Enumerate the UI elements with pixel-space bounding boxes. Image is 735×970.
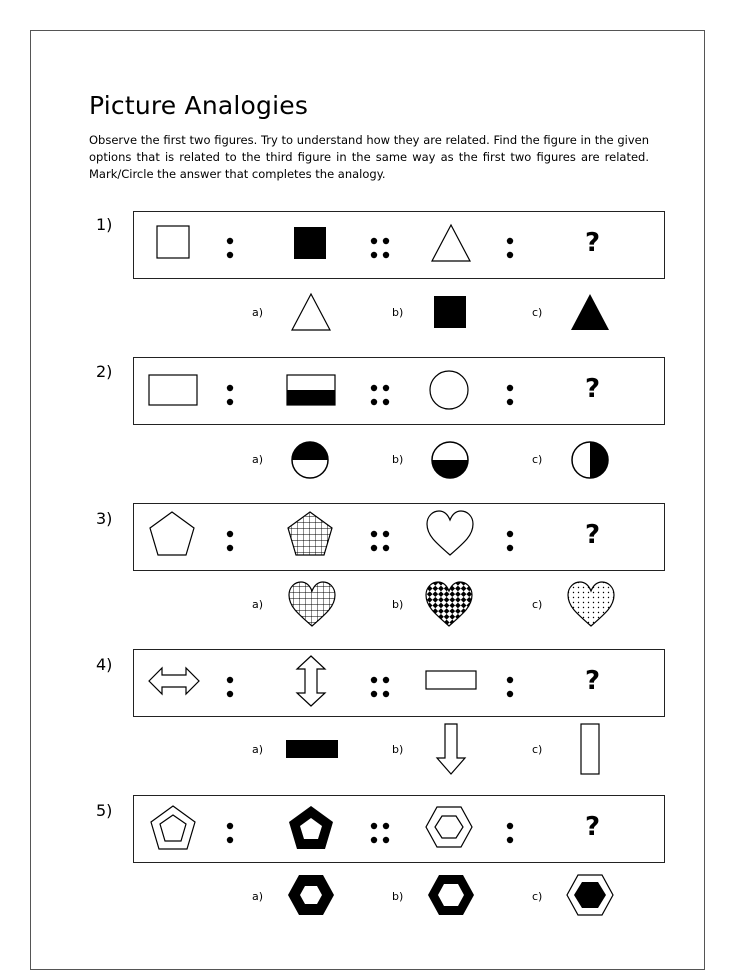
ratio-colon-icon: [505, 675, 515, 699]
option-c-label: c): [532, 598, 543, 611]
vertical-double-arrow-icon: [294, 654, 328, 708]
question-2-number: 2): [96, 362, 113, 381]
option-c-label: c): [532, 743, 543, 756]
question-mark: ?: [585, 374, 601, 404]
option-3c-dotted-heart-icon[interactable]: [566, 580, 616, 628]
option-a-label: a): [252, 306, 264, 319]
option-4a-black-horizontal-rectangle-icon[interactable]: [285, 738, 339, 760]
ratio-colon-icon: [225, 236, 235, 260]
question-3-number: 3): [96, 509, 113, 528]
option-3a-grid-heart-icon[interactable]: [287, 580, 337, 628]
option-b-label: b): [392, 598, 404, 611]
option-2c-right-half-filled-circle-icon[interactable]: [570, 440, 610, 480]
question-mark: ?: [585, 812, 601, 842]
proportion-double-colon-icon: [369, 236, 391, 260]
horizontal-double-arrow-icon: [147, 665, 201, 697]
option-5a-thick-hexagon-icon[interactable]: [286, 872, 336, 918]
page-title: Picture Analogies: [89, 91, 309, 120]
horizontal-rectangle-icon: [424, 669, 478, 691]
ratio-colon-icon: [225, 821, 235, 845]
proportion-double-colon-icon: [369, 675, 391, 699]
option-5c-filled-inner-hexagon-icon[interactable]: [565, 872, 615, 918]
option-4c-vertical-rectangle-icon[interactable]: [579, 722, 601, 776]
instructions-text: Observe the first two figures. Try to understand how they are related. Find the figure in the given options that is related to the third figure in the same way as the first two figures are related. Mark/Circle the answer that completes the analogy.: [89, 133, 649, 181]
ratio-colon-icon: [225, 383, 235, 407]
white-rectangle-icon: [147, 373, 199, 407]
question-mark: ?: [585, 228, 601, 258]
white-square-icon: [155, 224, 191, 260]
option-3b-checkered-heart-icon[interactable]: [424, 580, 474, 628]
ratio-colon-icon: [505, 236, 515, 260]
half-filled-rectangle-icon: [285, 373, 337, 407]
option-c-label: c): [532, 890, 543, 903]
proportion-double-colon-icon: [369, 529, 391, 553]
ratio-colon-icon: [225, 675, 235, 699]
heart-icon: [425, 509, 475, 557]
double-pentagon-icon: [147, 803, 199, 853]
option-a-label: a): [252, 598, 264, 611]
question-mark: ?: [585, 666, 601, 696]
option-b-label: b): [392, 743, 404, 756]
option-b-label: b): [392, 306, 404, 319]
option-a-label: a): [252, 890, 264, 903]
option-b-label: b): [392, 890, 404, 903]
thick-pentagon-icon: [285, 803, 337, 853]
option-1a-white-triangle-icon[interactable]: [290, 292, 332, 332]
option-1c-black-triangle-icon[interactable]: [569, 292, 611, 332]
double-hexagon-icon: [424, 804, 474, 850]
option-2a-top-half-filled-circle-icon[interactable]: [290, 440, 330, 480]
option-b-label: b): [392, 453, 404, 466]
option-a-label: a): [252, 453, 264, 466]
option-2b-bottom-half-filled-circle-icon[interactable]: [430, 440, 470, 480]
grid-pentagon-icon: [285, 510, 335, 558]
black-square-icon: [293, 226, 327, 260]
proportion-double-colon-icon: [369, 821, 391, 845]
question-1-number: 1): [96, 215, 113, 234]
question-5-number: 5): [96, 801, 113, 820]
question-mark: ?: [585, 520, 601, 550]
pentagon-icon: [147, 510, 197, 558]
option-4b-down-arrow-icon[interactable]: [434, 722, 468, 776]
ratio-colon-icon: [505, 383, 515, 407]
question-4-number: 4): [96, 655, 113, 674]
option-c-label: c): [532, 453, 543, 466]
option-1b-black-square-icon[interactable]: [433, 295, 467, 329]
ratio-colon-icon: [505, 529, 515, 553]
ratio-colon-icon: [505, 821, 515, 845]
option-a-label: a): [252, 743, 264, 756]
ratio-colon-icon: [225, 529, 235, 553]
option-5b-black-outline-hexagon-icon[interactable]: [426, 872, 476, 918]
white-circle-icon: [428, 369, 470, 411]
option-c-label: c): [532, 306, 543, 319]
proportion-double-colon-icon: [369, 383, 391, 407]
white-triangle-icon: [430, 223, 472, 263]
